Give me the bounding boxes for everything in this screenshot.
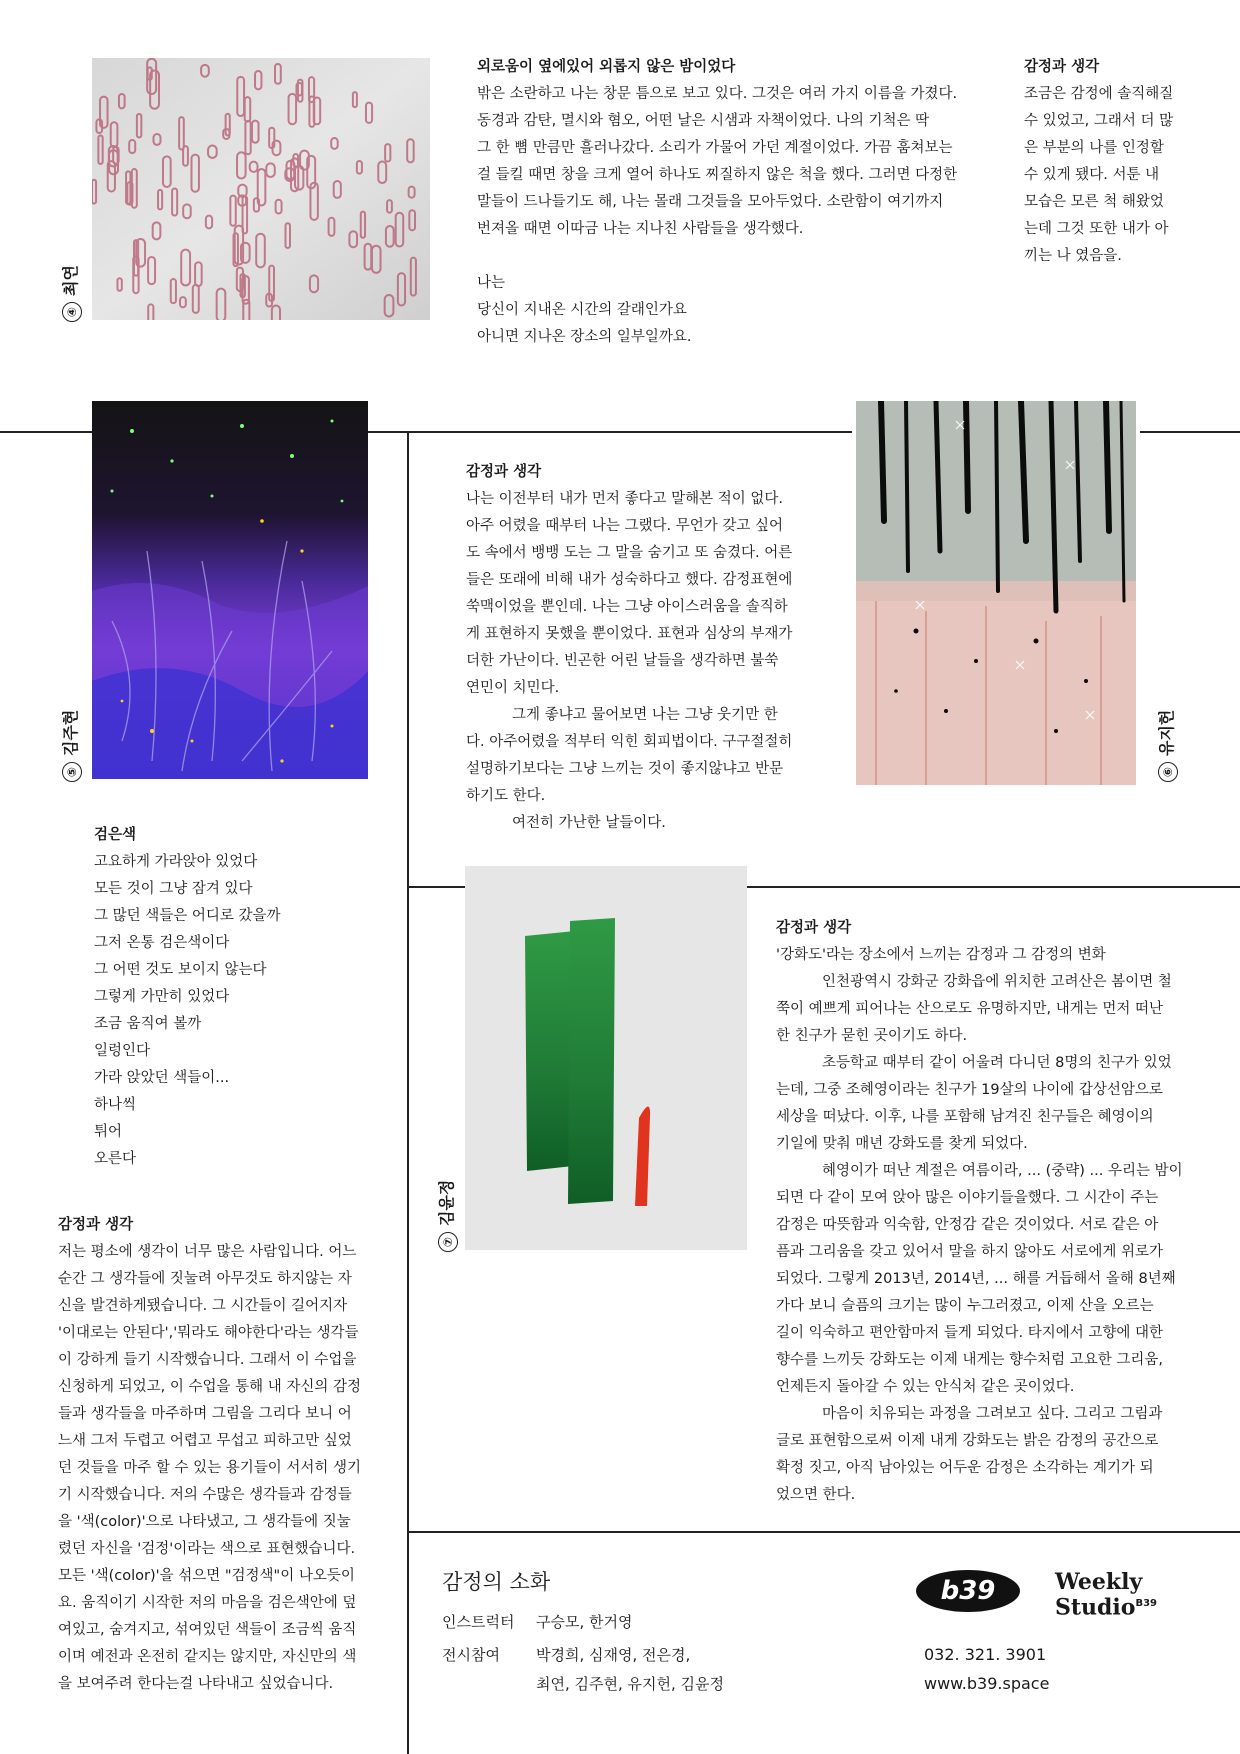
thought-7-line: 인천광역시 강화군 강화읍에 위치한 고려산은 봄이면 철 [822,974,1172,990]
thought-5 [58,1212,403,1698]
poem-4 [477,54,1007,351]
thought-6-line: 도 속에서 뱅뱅 도는 그 말을 숨기고 또 숨겼다. 어른 [466,545,793,561]
thought-7-line: 한 친구가 묻힌 곳이기도 하다. [776,1028,968,1044]
poem-4-stanza-line: 나는 [477,275,506,291]
thought-7-subtitle: '강화도'라는 장소에서 느끼는 감정과 그 감정의 변화 [776,947,1106,963]
thought-5-line: 들과 생각들을 마주하며 그림을 그리다 보니 어 [58,1406,352,1422]
thought-5-line: 신을 발견하게됐습니다. 그 시간들이 길어지자 [58,1298,348,1314]
poem-5-line: 가라 앉았던 색들이... [94,1070,230,1086]
b39-logo [916,1570,1020,1612]
poem-4-line: 걸 들킬 때면 창을 크게 열어 하나도 찌질하지 않은 척을 했다. 그러면 다정한 [477,167,958,183]
thought-7-line: 언제든지 돌아갈 수 있는 안식처 같은 곳이었다. [776,1379,1075,1395]
thought-5-line: 신청하게 되었고, 이 수업을 통해 내 자신의 감정 [58,1379,362,1395]
thought-4-line: 조금은 감정에 솔직해질 [1024,86,1174,102]
thought-5-line: 던 것들을 마주 할 수 있는 용기들이 서서히 생기 [58,1460,362,1476]
poem-4-line: 밖은 소란하고 나는 창문 틈으로 보고 있다. 그것은 여러 가지 이름을 가졌다. [477,86,958,102]
thought-6-line: 다. 아주어렸을 적부터 익힌 회피법이다. 구구절절히 [466,734,793,750]
website-link[interactable]: www.b39.space [924,1674,1050,1693]
poem-4-line: 동경과 감탄, 멸시와 혐오, 어떤 날은 시샘과 자책이었다. 나의 기척은 딱 [477,113,930,129]
thought-6-line: 하기도 한다. [466,788,546,804]
poem-5-line: 그저 온통 검은색이다 [94,935,230,951]
brand-line-1: Weekly [1055,1569,1143,1595]
artwork-4-number: ④ [62,302,82,322]
poem-4-stanza-line: 당신이 지내온 시간의 갈래인가요 [477,302,687,318]
thought-7-line: 기일에 맞춰 매년 강화도를 찾게 되었다. [776,1136,1028,1152]
poem-5-line: 그렇게 가만히 있었다 [94,989,230,1005]
thought-7-line: 되면 다 같이 모여 앉아 많은 이야기들을했다. 그 시간이 주는 [776,1190,1159,1206]
thought-7-title: 감정과 생각 [776,920,852,936]
artwork-5-label [58,710,82,782]
participants-line-2: 최연, 김주현, 유지헌, 김윤정 [536,1675,724,1693]
divider-top-right [1140,431,1240,433]
thought-4-line: 는데 그것 또한 내가 아 [1024,221,1169,237]
poem-5-title: 검은색 [94,827,137,843]
thought-5-line: 순간 그 생각들에 짓눌려 아무것도 하지않는 자 [58,1271,352,1287]
thought-5-title: 감정과 생각 [58,1217,134,1233]
thought-5-line: 여있고, 숨겨지고, 섞여있던 색들이 조금씩 움직 [58,1622,357,1638]
thought-5-line: 이 강하게 들기 시작했습니다. 그래서 이 수업을 [58,1352,357,1368]
artwork-6-number: ⑥ [1158,762,1178,782]
thought-5-line: 모든 '색(color)'을 섞으면 "검정색"이 나오듯이 [58,1568,355,1584]
poem-5-line: 일렁인다 [94,1043,151,1059]
thought-7-line: 픔과 그리움을 갖고 있어서 말을 하지 않아도 서로에게 위로가 [776,1244,1164,1260]
artwork-6-label [1154,710,1178,782]
thought-4-line: 수 있었고, 그래서 더 많 [1024,113,1174,129]
artwork-7-artist: 김윤정 [437,1179,456,1226]
thought-4-line: 은 부분의 나를 인정할 [1024,140,1164,156]
thought-4-line: 모습은 모른 척 해왔었 [1024,194,1164,210]
thought-7-line: 초등학교 때부터 같이 어울려 다니던 8명의 친구가 있었 [822,1055,1172,1071]
thought-6-line: 쑥맥이었을 뿐인데. 나는 그냥 아이스러움을 솔직하 [466,599,788,615]
artwork-7-image [465,866,747,1250]
thought-5-line: 기 시작했습니다. 저의 수많은 생각들과 감정들 [58,1487,352,1503]
brand-weekly-studio [1055,1569,1158,1621]
thought-6-line: 연민이 치민다. [466,680,560,696]
thought-7-line: 쭉이 예쁘게 피어나는 산으로도 유명하지만, 내게는 먼저 떠난 [776,1001,1164,1017]
poem-5-line: 조금 움직여 볼까 [94,1016,202,1032]
thought-5-line: 저는 평소에 생각이 너무 많은 사람입니다. 어느 [58,1244,357,1260]
poem-4-line: 번져올 때면 이따금 나는 지나친 사람들을 생각했다. [477,221,804,237]
thought-5-line: 요. 움직이기 시작한 저의 마음을 검은색안에 덮 [58,1595,357,1611]
poem-5-line: 그 많던 색들은 어디로 갔을까 [94,908,281,924]
thought-7-line: 길이 익숙하고 편안함마저 들게 되었다. 타지에서 고향에 대한 [776,1325,1164,1341]
poem-4-line: 그 한 뼘 만큼만 흘러나갔다. 소리가 가물어 가던 계절이었다. 가끔 훔쳐보는 [477,140,953,156]
thought-6 [466,459,818,837]
thought-6-line: 그게 좋냐고 물어보면 나는 그냥 웃기만 한 [512,707,778,723]
thought-4-line: 끼는 나 였음을. [1024,248,1122,264]
thought-4-line: 수 있게 됐다. 서툰 내 [1024,167,1160,183]
thought-7-line: 글로 표현함으로써 이제 내게 강화도는 밝은 감정의 공간으로 [776,1433,1159,1449]
thought-7-line: 되었다. 그렇게 2013년, 2014년, ... 해를 거듭해서 올해 8년째 [776,1271,1176,1287]
thought-7-line: 확정 짓고, 아직 남아있는 어두운 감정은 소각하는 계기가 되 [776,1460,1154,1476]
artwork-4-image [92,58,430,320]
thought-6-line: 나는 이전부터 내가 먼저 좋다고 말해본 적이 없다. [466,491,784,507]
thought-5-line: 을 보여주려 한다는걸 나타내고 싶었습니다. [58,1676,334,1692]
brand-sup: B39 [1135,1598,1158,1609]
poem-5-line: 그 어떤 것도 보이지 않는다 [94,962,267,978]
artwork-4-label [58,265,82,322]
phone-number: 032. 321. 3901 [924,1645,1047,1664]
thought-7-line: 었으면 한다. [776,1487,856,1503]
thought-5-line: 이며 예전과 온전히 같지는 않지만, 자신만의 색 [58,1649,357,1665]
thought-6-line: 더한 가난이다. 빈곤한 어린 날들을 생각하면 불쑥 [466,653,779,669]
thought-6-line: 여전히 가난한 날들이다. [512,815,666,831]
instructor-label: 인스트럭터 [442,1613,515,1631]
thought-4 [1024,54,1184,270]
thought-6-line: 들은 또래에 비해 내가 성숙하다고 했다. 감정표현에 [466,572,793,588]
participants-line-1: 박경희, 심재영, 전은경, [536,1646,691,1664]
divider-vertical [407,431,409,1754]
poem-5-line: 모든 것이 그냥 잠겨 있다 [94,881,253,897]
poem-4-stanza-line: 아니면 지나온 장소의 일부일까요. [477,329,692,345]
artwork-6-image [856,401,1136,785]
artwork-7-number: ⑦ [438,1232,458,1252]
thought-7-line: 향수를 느끼듯 강화도는 이제 내게는 향수처럼 고요한 그리움, [776,1352,1164,1368]
poem-5-line: 오른다 [94,1151,137,1167]
thought-7-line: 세상을 떠났다. 이후, 나를 포함해 남겨진 친구들은 혜영이의 [776,1109,1154,1125]
thought-6-line: 아주 어렸을 때부터 나는 그랬다. 무언가 갖고 싶어 [466,518,784,534]
poem-5 [94,822,394,1173]
poem-4-line: 말들이 드나들기도 해, 나는 몰래 그것들을 모아두었다. 소란함이 여기까지 [477,194,944,210]
b39-logo-text: b39 [940,1576,996,1606]
poem-4-title: 외로움이 옆에있어 외롭지 않은 밤이었다 [477,59,736,75]
thought-6-line: 게 표현하지 못했을 뿐이었다. 표현과 심상의 부재가 [466,626,793,642]
thought-6-line: 설명하기보다는 그냥 느끼는 것이 좋지않냐고 반문 [466,761,784,777]
thought-7-line: 는데, 그중 조혜영이라는 친구가 19살의 나이에 갑상선암으로 [776,1082,1163,1098]
thought-6-title: 감정과 생각 [466,464,542,480]
artwork-6-artist: 유지헌 [1157,709,1176,756]
artwork-5-image [92,401,368,779]
artwork-4-artist: 최연 [61,265,80,296]
thought-7-line: 감정은 따뜻함과 익숙함, 안정감 같은 것이었다. 서로 같은 아 [776,1217,1159,1233]
thought-5-line: 렸던 자신을 '검정'이라는 색으로 표현했습니다. [58,1541,356,1557]
artwork-5-artist: 김주현 [61,709,80,756]
artwork-7-label [434,1180,458,1252]
instructor-value: 구승모, 한거영 [536,1613,633,1631]
brand-line-2: Studio [1055,1594,1136,1621]
artwork-5-number: ⑤ [62,762,82,782]
thought-7-line: 가다 보니 슬픔의 크기는 많이 누그러졌고, 이제 산을 오르는 [776,1298,1154,1314]
poem-5-line: 튀어 [94,1124,123,1140]
thought-4-title: 감정과 생각 [1024,59,1100,75]
thought-7-line: 마음이 치유되는 과정을 그려보고 싶다. 그리고 그림과 [822,1406,1163,1422]
thought-7-line: 혜영이가 떠난 계절은 여름이라, ... (중략) ... 우리는 밤이 [822,1163,1183,1179]
participants-label: 전시참여 [442,1646,500,1664]
thought-5-line: '이대로는 안된다','뭐라도 해야한다'라는 생각들 [58,1325,359,1341]
poem-5-line: 하나씩 [94,1097,137,1113]
poem-5-line: 고요하게 가라앉아 있었다 [94,854,258,870]
thought-7 [776,915,1188,1509]
exhibition-title: 감정의 소화 [442,1570,551,1594]
thought-5-line: 느새 그저 두렵고 어렵고 무섭고 피하고만 싶었 [58,1433,352,1449]
thought-5-line: 을 '색(color)'으로 나타냈고, 그 생각들에 짓눌 [58,1514,351,1530]
divider-footer [407,1531,1240,1533]
